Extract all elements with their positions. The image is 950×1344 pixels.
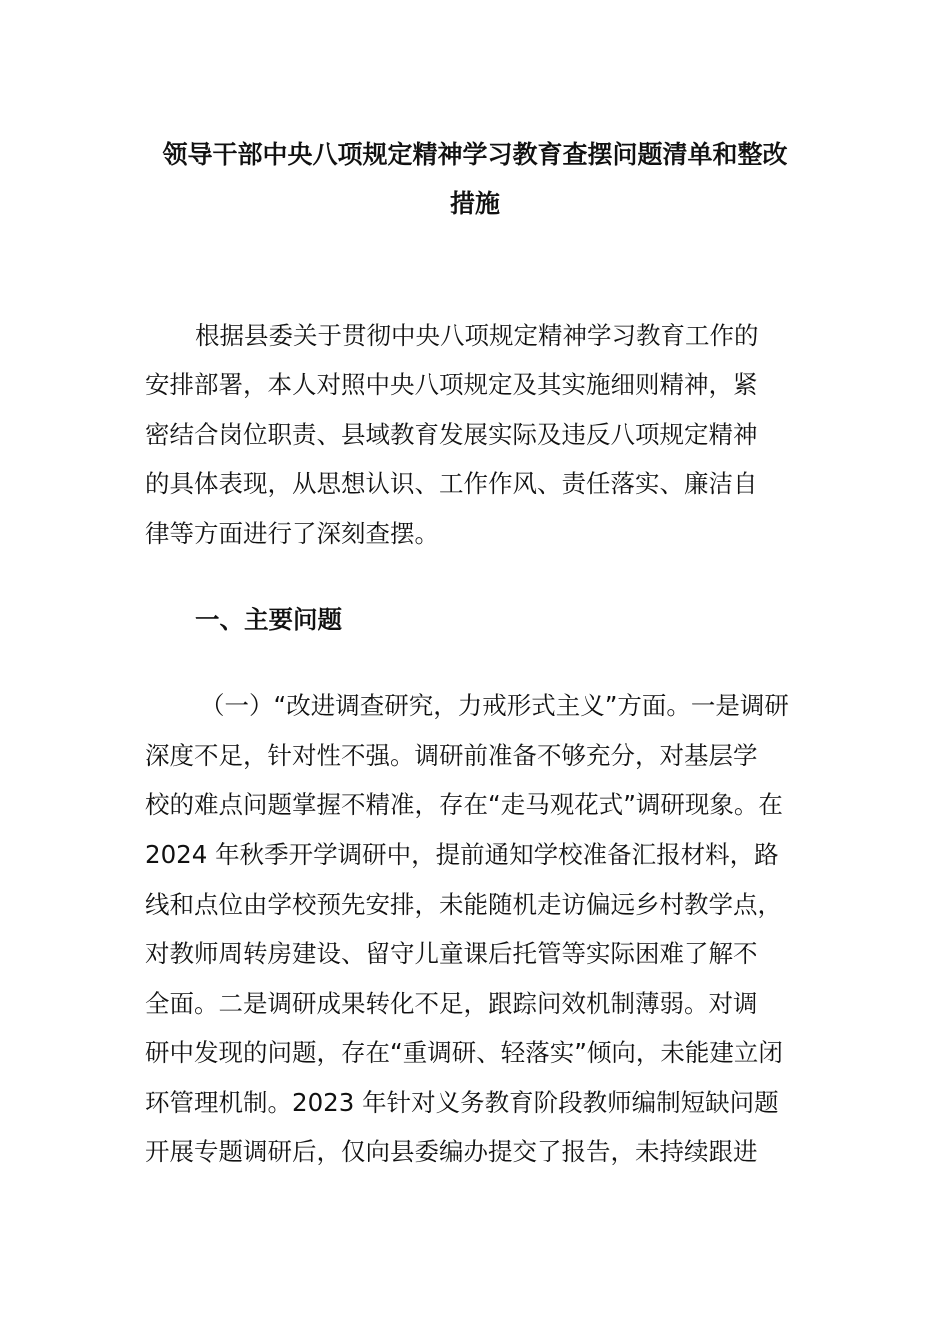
- section-heading: 一、主要问题: [195, 605, 342, 634]
- intro-paragraph-line: 安排部署，本人对照中央八项规定及其实施细则精神，紧: [145, 370, 758, 399]
- body-paragraph-line: 研中发现的问题，存在“重调研、轻落实”倾向，未能建立闭: [145, 1038, 783, 1067]
- body-paragraph-line: 环管理机制。2023 年针对义务教育阶段教师编制短缺问题: [145, 1088, 779, 1117]
- body-paragraph-line: （一）“改进调查研究，力戒形式主义”方面。一是调研: [200, 691, 789, 720]
- body-paragraph-line: 2024 年秋季开学调研中，提前通知学校准备汇报材料，路: [145, 840, 779, 869]
- intro-paragraph-line: 密结合岗位职责、县域教育发展实际及违反八项规定精神: [145, 420, 758, 449]
- body-paragraph-line: 深度不足，针对性不强。调研前准备不够充分，对基层学: [145, 741, 758, 770]
- intro-paragraph-line: 根据县委关于贯彻中央八项规定精神学习教育工作的: [195, 321, 759, 350]
- body-paragraph-line: 对教师周转房建设、留守儿童课后托管等实际困难了解不: [145, 939, 758, 968]
- document-title-line-1: 领导干部中央八项规定精神学习教育查摆问题清单和整改: [162, 140, 788, 169]
- intro-paragraph-line: 的具体表现，从思想认识、工作作风、责任落实、廉洁自: [145, 469, 758, 498]
- body-paragraph-line: 线和点位由学校预先安排，未能随机走访偏远乡村教学点，: [145, 890, 782, 919]
- body-paragraph-line: 开展专题调研后，仅向县委编办提交了报告，未持续跟进: [145, 1137, 758, 1166]
- intro-paragraph-line: 律等方面进行了深刻查摆。: [145, 519, 439, 548]
- body-paragraph-line: 全面。二是调研成果转化不足，跟踪问效机制薄弱。对调: [145, 989, 758, 1018]
- body-paragraph-line: 校的难点问题掌握不精准，存在“走马观花式”调研现象。在: [145, 790, 783, 819]
- document-title-line-2: 措施: [449, 189, 500, 218]
